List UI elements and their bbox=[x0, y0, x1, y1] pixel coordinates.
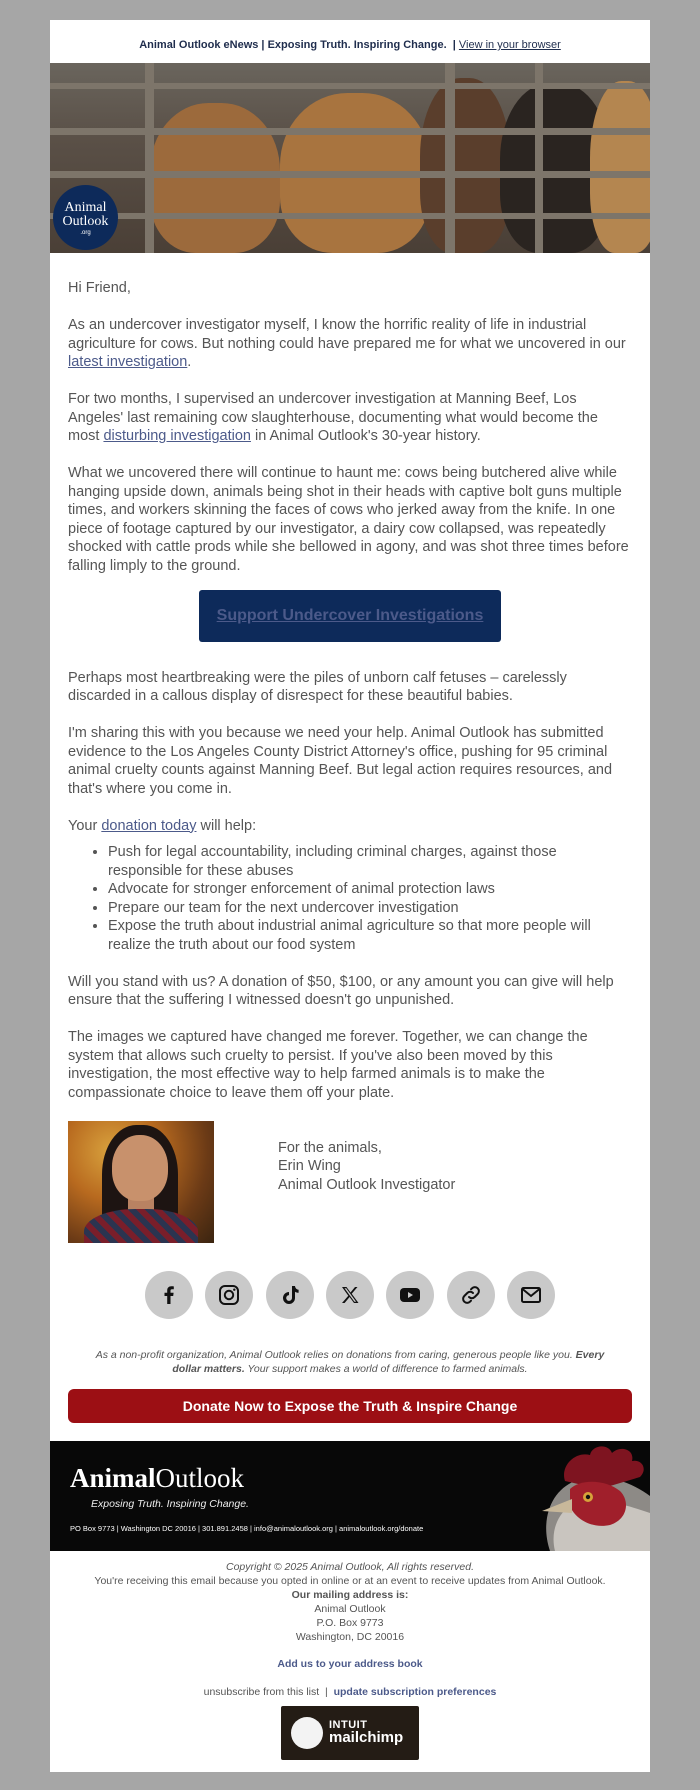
mailing-label: Our mailing address is: bbox=[291, 1588, 409, 1601]
paragraph-6-text: Your bbox=[68, 817, 102, 834]
email-card bbox=[50, 20, 650, 1772]
preheader-tagline: Animal Outlook eNews | Exposing Truth. Inspiring Change. bbox=[139, 39, 447, 51]
paragraph-3: What we uncovered there will continue to haunt me: cows being butchered alive while hanging upside down, animals being shot in their heads with captive bolt guns multiple times, and workers skinning the faces of cows who jerked away from the knife. In one piece of footage captured by our investigator, a dairy cow collapsed, was repeatedly shocked with cattle prods while she bellowed in agony, and was shot three times before falling limply to the ground. bbox=[68, 465, 629, 574]
donate-now-button[interactable]: Donate Now to Expose the Truth & Inspire Change bbox=[68, 1389, 632, 1423]
copyright: Copyright © 2025 Animal Outlook, All rights reserved. bbox=[226, 1560, 474, 1573]
tiktok-icon[interactable] bbox=[266, 1271, 314, 1319]
footer-brand-a: Animal bbox=[70, 1462, 156, 1493]
nonprofit-text-end: Your support makes a world of difference to farmed animals. bbox=[244, 1362, 528, 1375]
list-item: • Push for legal accountability, including criminal charges, against those responsible for these abuses bbox=[108, 843, 632, 880]
nonprofit-text: As a non-profit organization, Animal Outlook relies on donations from caring, generous people like you. bbox=[95, 1348, 576, 1361]
preheader bbox=[50, 20, 650, 63]
sign-off: For the animals, bbox=[278, 1139, 382, 1156]
cta-container bbox=[68, 590, 632, 642]
signer-name: Erin Wing bbox=[278, 1158, 341, 1174]
paragraph-6 bbox=[68, 817, 632, 836]
unsubscribe-link[interactable]: unsubscribe from this list bbox=[203, 1685, 320, 1698]
signer-title: Animal Outlook Investigator bbox=[278, 1176, 456, 1193]
paragraph-1-end: . bbox=[187, 354, 192, 370]
paragraph-7: Will you stand with us? A donation of $50, $100, or any amount you can give will help ensure that the suffering I witnessed doesn't go unpunished. bbox=[68, 973, 614, 1008]
list-item: • Prepare our team for the next undercover investigation bbox=[108, 899, 632, 918]
latest-investigation-link[interactable]: latest investigation bbox=[68, 354, 188, 370]
address-line: Washington, DC 20016 bbox=[295, 1630, 405, 1643]
legal-separator: | bbox=[325, 1685, 328, 1698]
signature-block bbox=[68, 1121, 632, 1244]
social-links bbox=[50, 1271, 650, 1319]
link-icon[interactable] bbox=[447, 1271, 495, 1319]
email-icon[interactable] bbox=[507, 1271, 555, 1319]
logo-line-3: .org bbox=[80, 230, 91, 236]
facebook-icon[interactable] bbox=[145, 1271, 193, 1319]
hero-image bbox=[50, 63, 650, 253]
mailchimp-icon bbox=[291, 1717, 323, 1749]
footer-brand bbox=[70, 1463, 244, 1494]
logo-line-1: Animal bbox=[64, 200, 107, 215]
youtube-icon[interactable] bbox=[386, 1271, 434, 1319]
footer-banner bbox=[50, 1441, 650, 1551]
nonprofit-note bbox=[50, 1348, 650, 1376]
signature-text bbox=[278, 1139, 455, 1195]
logo-line-2: Outlook bbox=[62, 214, 109, 229]
help-list bbox=[108, 843, 632, 954]
add-address-book-link[interactable]: Add us to your address book bbox=[277, 1657, 423, 1670]
opt-in-reason: You're receiving this email because you opted in online or at an event to receive updates from Animal Outlook. bbox=[94, 1574, 606, 1587]
support-investigations-button[interactable]: Support Undercover Investigations bbox=[199, 590, 501, 642]
greeting: Hi Friend, bbox=[68, 280, 131, 296]
legal-footer bbox=[50, 1551, 650, 1760]
address-line: P.O. Box 9773 bbox=[316, 1616, 384, 1629]
address-line: Animal Outlook bbox=[314, 1602, 386, 1615]
update-preferences-link[interactable]: update subscription preferences bbox=[333, 1685, 497, 1698]
instagram-icon[interactable] bbox=[205, 1271, 253, 1319]
donation-today-link[interactable]: donation today bbox=[101, 817, 197, 834]
paragraph-2-text: For two months, I supervised an undercover investigation at Manning Beef, Los Angeles' last remaining cow slaughterhouse, documenting what would become the most bbox=[68, 391, 598, 444]
paragraph-2-end: in Animal Outlook's 30-year history. bbox=[250, 428, 481, 444]
paragraph-2 bbox=[68, 390, 632, 446]
list-item: • Advocate for stronger enforcement of animal protection laws bbox=[108, 880, 632, 899]
letter-body bbox=[50, 253, 650, 1244]
view-in-browser-link[interactable]: View in your browser bbox=[458, 39, 561, 51]
x-icon[interactable] bbox=[326, 1271, 374, 1319]
investigator-photo bbox=[68, 1121, 214, 1243]
paragraph-4: Perhaps most heartbreaking were the piles of unborn calf fetuses – carelessly discarded in a callous display of disrespect for these beautiful babies. bbox=[68, 669, 567, 704]
mailchimp-line-1: INTUIT bbox=[329, 1718, 368, 1731]
paragraph-6-end: will help: bbox=[196, 817, 257, 834]
rooster-image bbox=[480, 1441, 650, 1551]
paragraph-1-text: As an undercover investigator myself, I know the horrific reality of life in industrial agriculture for cows. But nothing could have prepared me for what we uncovered in our bbox=[68, 317, 626, 352]
list-item: • Expose the truth about industrial animal agriculture so that more people will realize the truth about our food system bbox=[108, 917, 632, 954]
footer-brand-b: Outlook bbox=[155, 1462, 245, 1493]
paragraph-8: The images we captured have changed me forever. Together, we can change the system that allows such cruelty to persist. If you've also been moved by this investigation, the most effective way to help farmed animals is to make the compassionate choice to leave them off your plate. bbox=[68, 1029, 588, 1101]
paragraph-1 bbox=[68, 316, 632, 372]
mailchimp-badge[interactable] bbox=[281, 1706, 419, 1760]
animal-outlook-logo bbox=[53, 185, 118, 250]
paragraph-5: I'm sharing this with you because we need your help. Animal Outlook has submitted evidence to the Los Angeles County District Attorney's office, pushing for 95 criminal animal cruelty counts against Manning Beef. But legal action requires resources, and that's where you come in. bbox=[68, 725, 613, 797]
preheader-separator: | bbox=[452, 39, 456, 51]
footer-contact: PO Box 9773 | Washington DC 20016 | 301.891.2458 | info@animaloutlook.org | animaloutlook.org/donate bbox=[70, 1523, 424, 1533]
footer-tagline: Exposing Truth. Inspiring Change. bbox=[91, 1497, 249, 1510]
nonprofit-bold: Every dollar matters. bbox=[172, 1348, 605, 1375]
disturbing-investigation-link[interactable]: disturbing investigation bbox=[103, 428, 251, 444]
mailchimp-line-2: mailchimp bbox=[329, 1728, 404, 1746]
